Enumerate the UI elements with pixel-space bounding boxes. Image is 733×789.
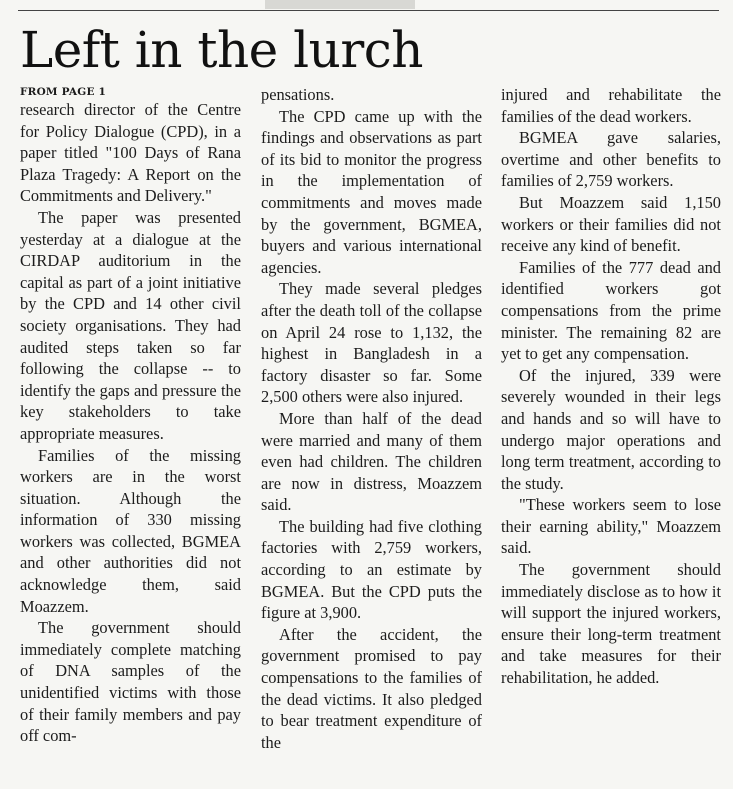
paragraph: The building had five clothing factories with 2,759 workers, according to an estimate by BGMEA. But the CPD puts the figure at 3,900. — [261, 516, 482, 623]
paragraph: research director of the Centre for Policy Dialogue (CPD), in a paper titled "100 Days of Rana Plaza Tragedy: A Report on the Commitments and Delivery." — [20, 100, 241, 206]
paragraph: The government should immediately complete matching of DNA samples of the unidentified victims with those of their family members and pay off com- — [20, 618, 241, 746]
paragraph: pensations. — [261, 85, 335, 104]
section-tab — [265, 0, 415, 9]
article-column-1 — [20, 84, 241, 789]
paragraph: "These workers seem to lose their earning ability," Moazzem said. — [501, 495, 721, 558]
paragraph: BGMEA gave salaries, overtime and other benefits to families of 2,759 workers. — [501, 128, 721, 191]
paragraph: The paper was presented yesterday at a dialogue at the CIRDAP auditorium in the capital as part of a joint initiative by the CPD and 14 other civil society organisations. They had audited steps taken so far following the collapse -- to identify the gaps and pressure the key stakeholders to take appropriate measures. — [20, 207, 241, 443]
paragraph: injured and rehabilitate the families of the dead workers. — [501, 85, 721, 126]
paragraph: Of the injured, 339 were severely wounded in their legs and hands and so will have to undergo major operations and long term treatment, according to the study. — [501, 365, 721, 493]
paragraph: But Moazzem said 1,150 workers or their families did not receive any kind of benefit. — [501, 192, 721, 256]
paragraph: They made several pledges after the death toll of the collapse on April 24 rose to 1,132, the highest in Bangladesh in a factory disaster so far. Some 2,500 others were also injured. — [261, 279, 482, 407]
paragraph: Families of the missing workers are in the worst situation. Although the information of 330 missing workers was collected, BGMEA and other authorities did not acknowledge them, said Moazzem. — [20, 445, 241, 616]
paragraph: The CPD came up with the findings and observations as part of its bid to monitor the progress in the implementation of commitments and moves made by the government, BGMEA, buyers and various international agencies. — [261, 106, 482, 277]
article-column-3 — [501, 84, 721, 789]
article-column-2 — [261, 84, 482, 789]
top-rule — [18, 10, 719, 11]
paragraph: The government should immediately disclose as to how it will support the injured workers, ensure their long-term treatment and take measures for their rehabilitation, he added. — [501, 560, 721, 688]
paragraph: Families of the 777 dead and identified workers got compensations from the prime minister. The remaining 82 are yet to get any compensation. — [501, 257, 721, 364]
headline: Left in the lurch — [20, 21, 423, 79]
paragraph: After the accident, the government promised to pay compensations to the families of the dead victims. It also pledged to bear treatment expenditure of the — [261, 624, 482, 752]
continued-from-kicker: FROM PAGE 1 — [20, 86, 107, 98]
paragraph: More than half of the dead were married and many of them even had children. The children are now in distress, Moazzem said. — [261, 408, 482, 515]
